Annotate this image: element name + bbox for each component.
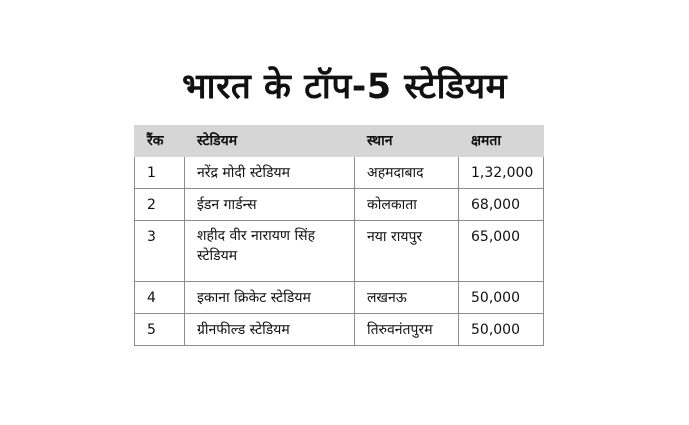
cell-rank: 2	[135, 189, 185, 221]
stadium-table	[134, 125, 544, 346]
cell-rank: 3	[135, 221, 185, 282]
cell-capacity: 50,000	[459, 282, 544, 314]
cell-capacity: 65,000	[459, 221, 544, 282]
page-title: भारत के टॉप-5 स्टेडियम	[181, 67, 508, 107]
header-place: स्थान	[355, 126, 459, 157]
cell-stadium: नरेंद्र मोदी स्टेडियम	[185, 157, 355, 189]
cell-stadium: शहीद वीर नारायण सिंह स्टेडियम	[185, 221, 355, 282]
cell-rank: 1	[135, 157, 185, 189]
header-rank: रैंक	[135, 126, 185, 157]
table-row	[135, 314, 544, 346]
cell-stadium: ईडन गार्डन्स	[185, 189, 355, 221]
cell-capacity: 68,000	[459, 189, 544, 221]
table-row	[135, 157, 544, 189]
header-stadium: स्टेडियम	[185, 126, 355, 157]
table-row	[135, 189, 544, 221]
cell-place: नया रायपुर	[355, 221, 459, 282]
cell-stadium: इकाना क्रिकेट स्टेडियम	[185, 282, 355, 314]
cell-capacity: 1,32,000	[459, 157, 544, 189]
table-header-row	[135, 126, 544, 157]
header-capacity: क्षमता	[459, 126, 544, 157]
cell-capacity: 50,000	[459, 314, 544, 346]
cell-place: कोलकाता	[355, 189, 459, 221]
cell-rank: 4	[135, 282, 185, 314]
cell-rank: 5	[135, 314, 185, 346]
table-row	[135, 221, 544, 282]
cell-place: लखनऊ	[355, 282, 459, 314]
cell-place: तिरुवनंतपुरम	[355, 314, 459, 346]
cell-stadium: ग्रीनफील्ड स्टेडियम	[185, 314, 355, 346]
cell-place: अहमदाबाद	[355, 157, 459, 189]
table-row	[135, 282, 544, 314]
